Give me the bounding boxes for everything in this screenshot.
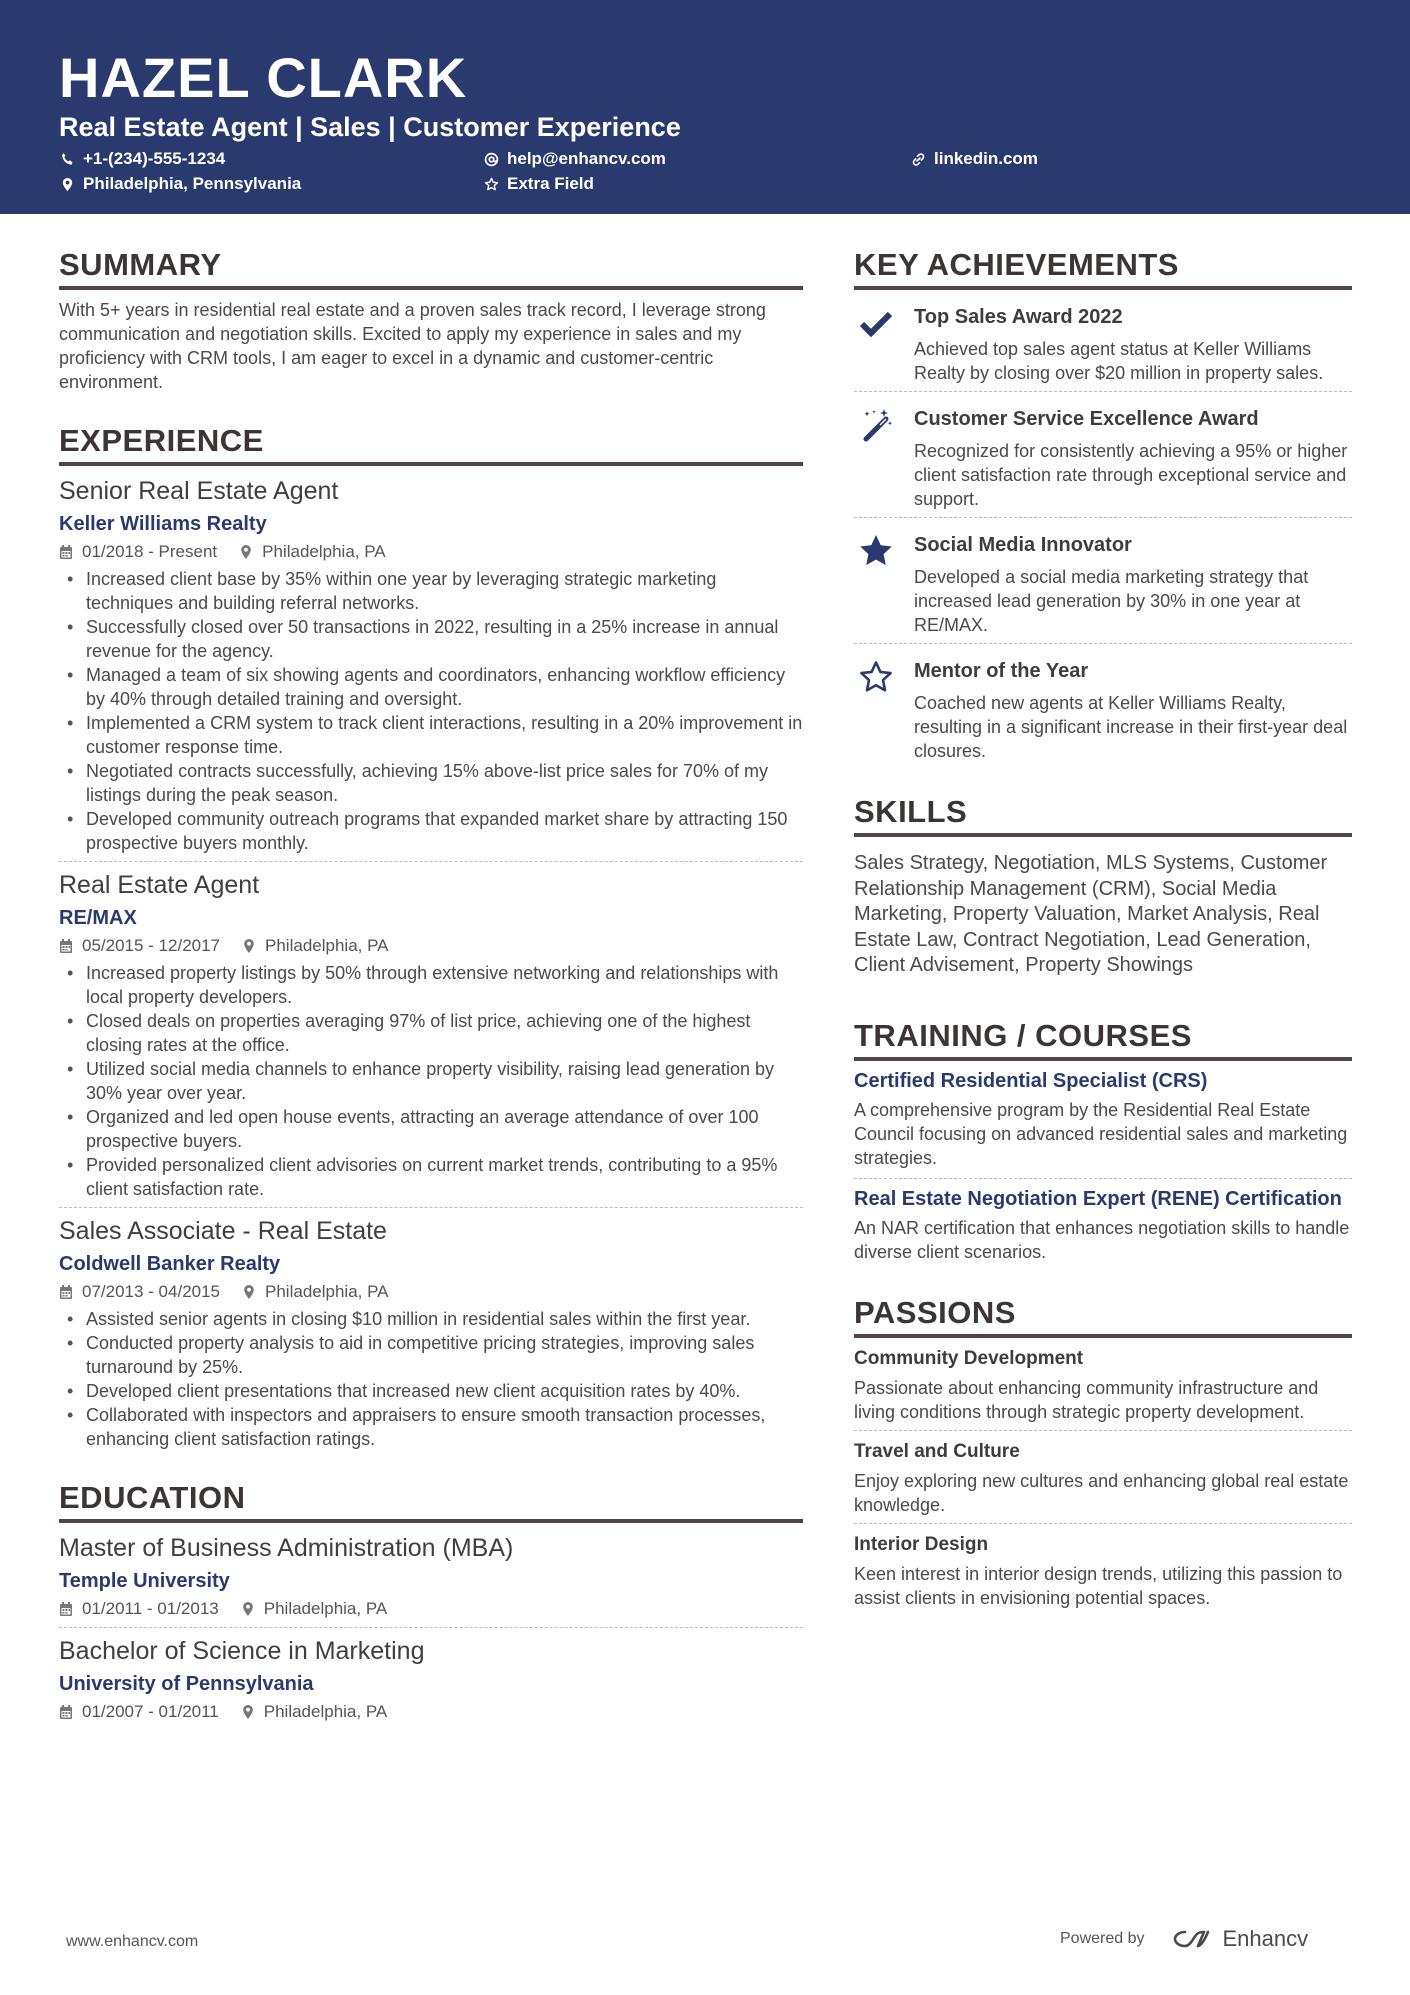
bullet-item: • Utilized social media channels to enhance property visibility, raising lead generation by 30% year over year. <box>59 1057 803 1105</box>
calendar-icon <box>59 938 73 954</box>
calendar-icon <box>59 1284 73 1300</box>
achievement-title: Top Sales Award 2022 <box>914 306 1123 328</box>
job-dates: 01/2018 - Present <box>82 542 218 561</box>
skills-section <box>854 793 1352 979</box>
phone-icon <box>60 152 75 167</box>
degree-title: Master of Business Administration (MBA) <box>59 1534 514 1562</box>
enhancv-logo-icon <box>1171 1928 1215 1950</box>
passion-desc: Passionate about enhancing community infrastructure and living conditions through strategic property development. <box>854 1377 1319 1422</box>
check-icon <box>858 305 894 341</box>
bullet-item: • Implemented a CRM system to track client interactions, resulting in a 20% improvement in customer response time. <box>59 711 803 759</box>
location-pin-icon <box>239 544 253 560</box>
company-name: Keller Williams Realty <box>59 513 267 535</box>
school-name: Temple University <box>59 1570 230 1592</box>
location-text: Philadelphia, Pennsylvania <box>83 174 302 193</box>
passion-item <box>854 1524 1352 1616</box>
contact-extra <box>484 173 594 195</box>
course-desc: A comprehensive program by the Residential Real Estate Council focusing on advanced residential sales and marketing strategies. <box>854 1099 1348 1168</box>
education-dates: 01/2011 - 01/2013 <box>82 1599 219 1618</box>
education-section <box>59 1479 803 1730</box>
training-section <box>854 1017 1352 1272</box>
candidate-title: Real Estate Agent | Sales | Customer Experience <box>59 112 681 142</box>
passion-item <box>854 1338 1352 1431</box>
enhancv-logo[interactable] <box>1171 1926 1309 1952</box>
achievement-item <box>854 518 1352 644</box>
achievement-item <box>854 644 1352 769</box>
at-icon <box>484 152 499 167</box>
achievements-heading: KEY ACHIEVEMENTS <box>854 246 1352 290</box>
link-icon <box>911 152 926 167</box>
bullet-item: • Provided personalized client advisories on current market trends, contributing to a 95% client satisfaction rate. <box>59 1153 803 1201</box>
achievement-title: Customer Service Excellence Award <box>914 408 1259 430</box>
job-title: Real Estate Agent <box>59 871 260 899</box>
bullet-item: • Collaborated with inspectors and appraisers to ensure smooth transaction processes, enhancing client satisfaction ratings. <box>59 1403 803 1451</box>
passions-heading: PASSIONS <box>854 1294 1352 1338</box>
calendar-icon <box>59 544 73 560</box>
star-outline-icon <box>484 177 499 192</box>
achievement-desc: Recognized for consistently achieving a 95% or higher client satisfaction rate through exceptional service and support. <box>914 441 1348 509</box>
email-text: help@enhancv.com <box>507 149 666 168</box>
skills-text: Sales Strategy, Negotiation, MLS Systems, Customer Relationship Management (CRM), Social Media Marketing, Property Valuation, Market Analysis, Real Estate Law, Contract Negotiation, Lead Generation, Client Advisement, Property Showings <box>854 852 1328 976</box>
location-pin-icon <box>60 177 75 192</box>
summary-heading: SUMMARY <box>59 246 803 290</box>
experience-section <box>59 422 803 1457</box>
training-heading: TRAINING / COURSES <box>854 1017 1352 1061</box>
summary-text: With 5+ years in residential real estate and a proven sales track record, I leverage strong communication and negotiation skills. Excited to apply my experience in sales and my proficiency with CRM tools, I am eager to excel in a dynamic and customer-centric environment. <box>59 300 766 392</box>
job-dates: 07/2013 - 04/2015 <box>82 1282 221 1301</box>
degree-title: Bachelor of Science in Marketing <box>59 1637 425 1665</box>
job-location: Philadelphia, PA <box>265 1282 389 1301</box>
course-item <box>854 1179 1352 1272</box>
candidate-name: HAZEL CLARK <box>59 46 468 109</box>
company-name: Coldwell Banker Realty <box>59 1253 281 1275</box>
job-entry <box>59 1207 803 1457</box>
job-meta <box>59 1280 803 1304</box>
location-pin-icon <box>241 1704 255 1720</box>
skills-heading: SKILLS <box>854 793 1352 837</box>
course-desc: An NAR certification that enhances negotiation skills to handle diverse client scenarios. <box>854 1217 1350 1262</box>
passion-desc: Keen interest in interior design trends, utilizing this passion to assist clients in envisioning potential spaces. <box>854 1563 1343 1608</box>
footer-branding <box>1060 1926 1308 1952</box>
achievement-desc: Achieved top sales agent status at Keller Williams Realty by closing over $20 million in property sales. <box>914 339 1324 383</box>
left-column <box>59 246 803 1730</box>
course-title: Real Estate Negotiation Expert (RENE) Certification <box>854 1187 1342 1210</box>
bullet-item: • Increased property listings by 50% through extensive networking and relationships with local property developers. <box>59 961 803 1009</box>
calendar-icon <box>59 1704 73 1720</box>
bullet-item: • Assisted senior agents in closing $10 million in residential sales within the first year. <box>59 1307 803 1331</box>
contact-linkedin[interactable] <box>911 148 1038 170</box>
bullet-item: • Increased client base by 35% within one year by leveraging strategic marketing techniques and building referral networks. <box>59 567 803 615</box>
education-location: Philadelphia, PA <box>263 1702 388 1721</box>
job-bullets <box>59 1307 803 1451</box>
job-location: Philadelphia, PA <box>262 542 386 561</box>
job-location: Philadelphia, PA <box>265 936 389 955</box>
passion-title: Travel and Culture <box>854 1440 1020 1462</box>
achievements-section <box>854 246 1352 769</box>
bullet-item: • Developed community outreach programs that expanded market share by attracting 150 prospective buyers monthly. <box>59 807 803 855</box>
bullet-item: • Negotiated contracts successfully, achieving 15% above-list price sales for 70% of my listings during the peak season. <box>59 759 803 807</box>
job-bullets <box>59 567 803 855</box>
education-location: Philadelphia, PA <box>263 1599 388 1618</box>
achievement-desc: Developed a social media marketing strategy that increased lead generation by 30% in one year at RE/MAX. <box>914 567 1309 635</box>
passion-title: Interior Design <box>854 1533 989 1555</box>
education-entry <box>59 1531 803 1627</box>
bullet-item: • Organized and led open house events, attracting an average attendance of over 100 prospective buyers. <box>59 1105 803 1153</box>
experience-heading: EXPERIENCE <box>59 422 803 466</box>
education-dates: 01/2007 - 01/2011 <box>82 1702 219 1721</box>
contact-email[interactable] <box>484 148 666 170</box>
company-name: RE/MAX <box>59 907 137 929</box>
education-meta <box>59 1597 803 1621</box>
education-meta <box>59 1700 803 1724</box>
job-bullets <box>59 961 803 1201</box>
contact-location <box>60 173 301 195</box>
course-title: Certified Residential Specialist (CRS) <box>854 1069 1208 1092</box>
job-entry <box>59 861 803 1207</box>
achievement-title: Mentor of the Year <box>914 660 1089 682</box>
passion-item <box>854 1431 1352 1524</box>
location-pin-icon <box>242 938 256 954</box>
job-title: Senior Real Estate Agent <box>59 477 339 505</box>
achievement-item <box>854 392 1352 518</box>
passions-section <box>854 1294 1352 1616</box>
school-name: University of Pennsylvania <box>59 1673 314 1695</box>
bullet-item: • Conducted property analysis to aid in competitive pricing strategies, improving sales turnaround by 25%. <box>59 1331 803 1379</box>
passion-title: Community Development <box>854 1347 1084 1369</box>
bullet-item: • Successfully closed over 50 transactions in 2022, resulting in a 25% increase in annual revenue for the agency. <box>59 615 803 663</box>
job-meta <box>59 540 803 564</box>
achievement-desc: Coached new agents at Keller Williams Realty, resulting in a significant increase in their first-year deal closures. <box>914 693 1348 761</box>
star-filled-icon <box>858 533 894 569</box>
phone-text: +1-(234)-555-1234 <box>83 149 226 168</box>
brand-text: Enhancv <box>1222 1926 1309 1951</box>
job-title: Sales Associate - Real Estate <box>59 1217 387 1245</box>
powered-by-label: Powered by <box>1060 1930 1145 1947</box>
job-meta <box>59 934 803 958</box>
job-entry <box>59 474 803 861</box>
bullet-item: • Developed client presentations that increased new client acquisition rates by 40%. <box>59 1379 803 1403</box>
location-pin-icon <box>241 1601 255 1617</box>
right-column <box>854 246 1352 1616</box>
achievement-item <box>854 290 1352 392</box>
calendar-icon <box>59 1601 73 1617</box>
summary-section <box>59 246 803 394</box>
achievement-title: Social Media Innovator <box>914 534 1132 556</box>
course-item <box>854 1061 1352 1179</box>
star-outline-icon <box>858 659 894 695</box>
contact-phone[interactable] <box>60 148 225 170</box>
bullet-item: • Managed a team of six showing agents and coordinators, enhancing workflow efficiency by 40% through detailed training and oversight. <box>59 663 803 711</box>
magic-wand-icon <box>858 407 894 443</box>
footer-website[interactable]: www.enhancv.com <box>66 1933 199 1950</box>
linkedin-text: linkedin.com <box>934 149 1038 168</box>
extra-text: Extra Field <box>507 174 594 193</box>
resume-header <box>0 0 1410 214</box>
education-heading: EDUCATION <box>59 1479 803 1523</box>
education-entry <box>59 1627 803 1730</box>
job-dates: 05/2015 - 12/2017 <box>82 936 221 955</box>
passion-desc: Enjoy exploring new cultures and enhancing global real estate knowledge. <box>854 1470 1349 1515</box>
location-pin-icon <box>242 1284 256 1300</box>
bullet-item: • Closed deals on properties averaging 97% of list price, achieving one of the highest closing rates at the office. <box>59 1009 803 1057</box>
